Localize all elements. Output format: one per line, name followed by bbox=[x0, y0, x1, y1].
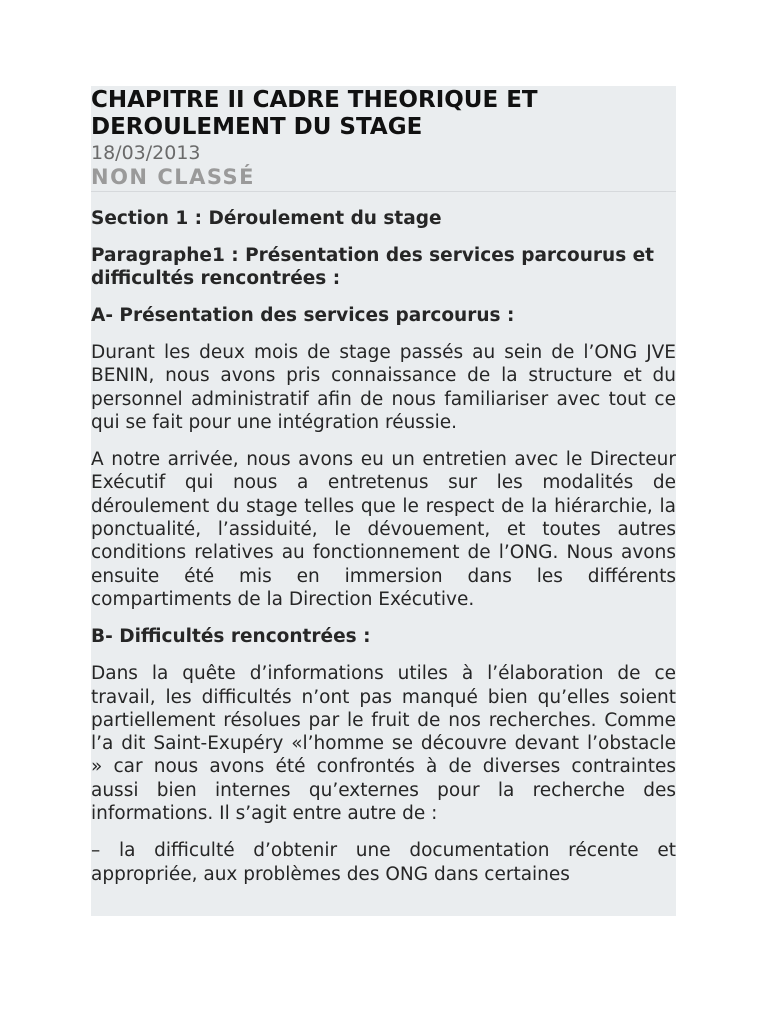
paragraph-heading: Paragraphe1 : Présentation des services parcourus et difficultés rencontrées : bbox=[91, 245, 655, 289]
document-page bbox=[91, 86, 676, 916]
body-paragraph-1: Durant les deux mois de stage passés au sein de l’ONG JVE BENIN, nous avons pris connaissance de la structure et du personnel administratif afin de nous familiariser avec tout ce qui se fait pour une intégration réussie. bbox=[91, 342, 676, 433]
body-paragraph-3: Dans la quête d’informations utiles à l’élaboration de ce travail, les difficultés n’ont pas manqué bien qu’elles soient partiellement résolues par le fruit de nos recherches. Comme l’a dit Saint-Exupéry «l’homme se découvre devant l’obstacle » car nous avons été confrontés à de diverses contraintes aussi bien internes qu’externes pour la recherche des informations. Il s’agit entre autre de : bbox=[91, 663, 676, 825]
subsection-a-heading: A- Présentation des services parcourus : bbox=[91, 305, 515, 326]
document-header bbox=[91, 86, 676, 192]
body-paragraph-4: – la difficulté d’obtenir une documentation récente et appropriée, aux problèmes des ONG dans certaines bbox=[91, 840, 676, 885]
body-paragraph-2: A notre arrivée, nous avons eu un entretien avec le Directeur Exécutif qui nous a entretenus sur les modalités de déroulement du stage telles que le respect de la hiérarchie, la ponctualité, l’assiduité, le dévouement, et toutes autres conditions relatives au fonctionnement de l’ONG. Nous avons ensuite été mis en immersion dans les différents compartiments de la Direction Exécutive. bbox=[91, 449, 676, 610]
section-heading: Section 1 : Déroulement du stage bbox=[91, 208, 442, 229]
publication-date: 18/03/2013 bbox=[91, 142, 201, 164]
subsection-b-heading: B- Difficultés rencontrées : bbox=[91, 626, 371, 648]
document-body bbox=[91, 192, 676, 886]
category-label: NON CLASSÉ bbox=[91, 165, 256, 189]
chapter-title: CHAPITRE II CADRE THEORIQUE ET DEROULEMENT DU STAGE bbox=[91, 87, 538, 140]
